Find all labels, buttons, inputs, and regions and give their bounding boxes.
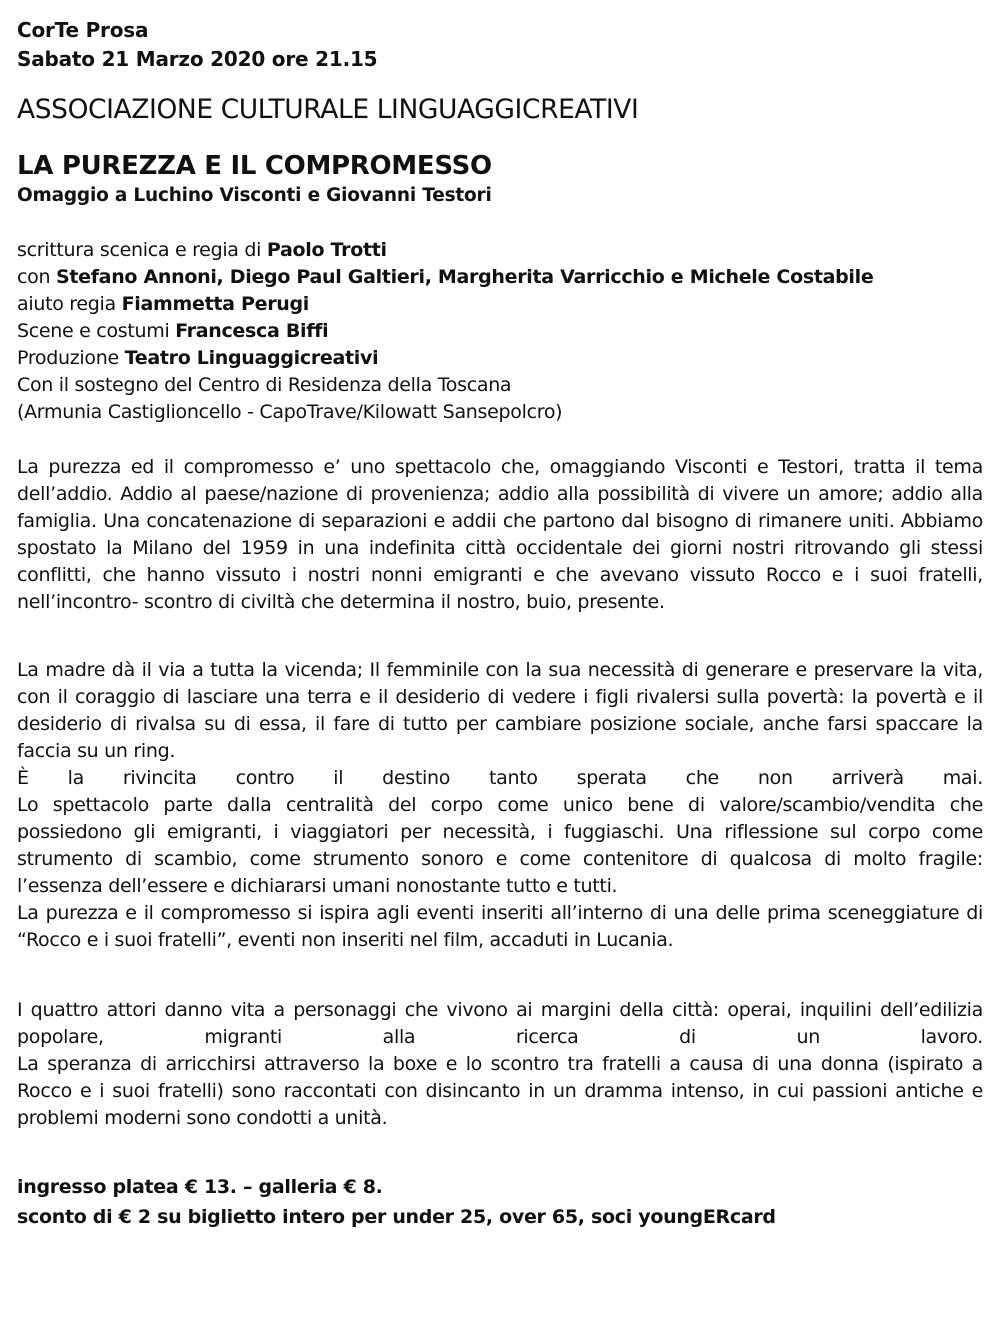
company-name: ASSOCIAZIONE CULTURALE LINGUAGGICREATIVI <box>17 94 639 125</box>
credit-value: Stefano Annoni, Diego Paul Galtieri, Margherita Varricchio e Michele Costabile <box>55 266 874 288</box>
paragraph-text: I quattro attori danno vita a personaggi che vivono ai margini della città: operai, inquilini dell’edilizia popolare, migranti alla ricerca di un lavoro. <box>17 999 983 1048</box>
paragraph-text: La madre dà il via a tutta la vicenda; Il femminile con la sua necessità di generare e preservare la vita, con il coraggio di lasciare una terra e il desiderio di vedere i figli rivalersi sulla povertà: la povertà e il desiderio di rivalsa su di essa, il fare di tutto per cambiare posizione sociale, anche farsi spaccare la faccia su un ring. <box>17 659 983 762</box>
credit-label: aiuto regia <box>17 293 122 315</box>
credit-design <box>17 318 983 345</box>
credit-cast <box>17 264 983 291</box>
credit-support-detail: (Armunia Castiglioncello - CapoTrave/Kilowatt Sansepolcro) <box>17 401 563 423</box>
credits-block <box>17 237 983 426</box>
venue-name: CorTe Prosa <box>17 18 149 42</box>
description-paragraph-3 <box>17 997 983 1132</box>
credit-value: Francesca Biffi <box>175 320 329 342</box>
credit-assistant <box>17 291 983 318</box>
event-header <box>17 16 983 74</box>
ticket-info <box>17 1172 983 1232</box>
credit-label: Scene e costumi <box>17 320 176 342</box>
description-paragraph-1 <box>17 454 983 616</box>
paragraph-text: Lo spettacolo parte dalla centralità del corpo come unico bene di valore/scambio/vendita che possiedono gli emigranti, i viaggiatori per necessità, i fuggiaschi. Una riflessione sul corpo come strumento di scambio, come strumento sonoro e come contenitore di qualcosa di molto fragile: l’essenza dell’essere e dichiararsi umani nonostante tutto e tutti. <box>17 794 983 897</box>
paragraph-text: La purezza e il compromesso si ispira agli eventi inseriti all’interno di una delle prima sceneggiature di “Rocco e i suoi fratelli”, eventi non inseriti nel film, accaduti in Lucania. <box>17 902 983 951</box>
document-page <box>17 16 983 1232</box>
ticket-discount: sconto di € 2 su biglietto intero per under 25, over 65, soci youngERcard <box>17 1206 776 1228</box>
paragraph-text: La speranza di arricchirsi attraverso la boxe e lo scontro tra fratelli a causa di una donna (ispirato a Rocco e i suoi fratelli) sono raccontati con disincanto in un dramma intenso, in cui passioni antiche e problemi moderni sono condotti a unità. <box>17 1053 983 1129</box>
credit-production <box>17 345 983 372</box>
credit-value: Paolo Trotti <box>266 239 387 261</box>
paragraph-text: È la rivincita contro il destino tanto sperata che non arriverà mai. <box>17 767 983 789</box>
credit-label: con <box>17 266 56 288</box>
ticket-prices: ingresso platea € 13. – galleria € 8. <box>17 1176 383 1198</box>
credit-direction <box>17 237 983 264</box>
show-title: LA PUREZZA E IL COMPROMESSO <box>17 151 492 181</box>
description-paragraph-2 <box>17 657 983 954</box>
credit-value: Fiammetta Perugi <box>121 293 310 315</box>
credit-value: Teatro Linguaggicreativi <box>124 347 379 369</box>
credit-support: Con il sostegno del Centro di Residenza della Toscana <box>17 374 512 396</box>
credit-label: Produzione <box>17 347 125 369</box>
paragraph-text: La purezza ed il compromesso e’ uno spettacolo che, omaggiando Visconti e Testori, tratta il tema dell’addio. Addio al paese/nazione di provenienza; addio alla possibilità di vivere un amore; addio alla famiglia. Una concatenazione di separazioni e addii che partono dal bisogno di rimanere uniti. Abbiamo spostato la Milano del 1959 in una indefinita città occidentale dei giorni nostri ritrovando gli stessi conflitti, che hanno vissuto i nostri nonni emigranti e che avevano vissuto Rocco e i suoi fratelli, nell’incontro- scontro di civiltà che determina il nostro, buio, presente. <box>17 456 983 613</box>
event-date: Sabato 21 Marzo 2020 ore 21.15 <box>17 47 378 71</box>
show-subtitle: Omaggio a Luchino Visconti e Giovanni Testori <box>17 185 492 206</box>
credit-label: scrittura scenica e regia di <box>17 239 267 261</box>
